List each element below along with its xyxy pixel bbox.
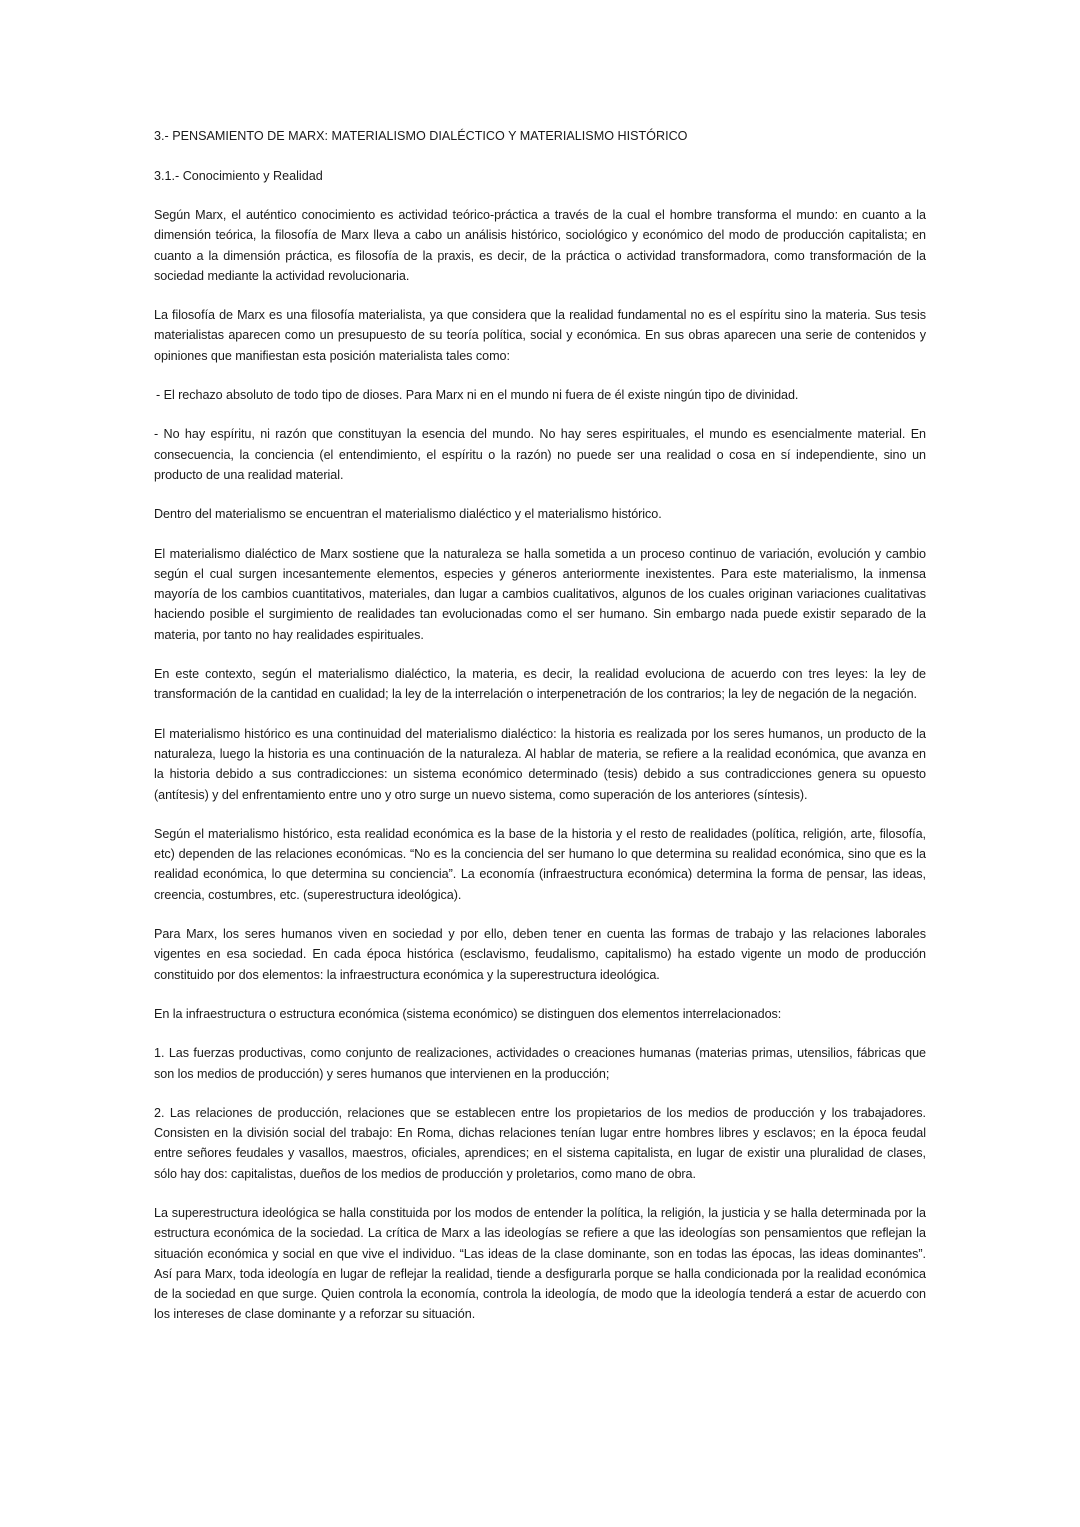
list-item-fuerzas-productivas: 1. Las fuerzas productivas, como conjunto de realizaciones, actividades o creaciones humanas (materias primas, utensilios, fábricas que son los medios de producción) y seres humanos que intervienen en la producción; [154, 1046, 926, 1081]
document-page [154, 126, 926, 1344]
document-title: 3.- PENSAMIENTO DE MARX: MATERIALISMO DIALÉCTICO Y MATERIALISMO HISTÓRICO [154, 129, 688, 143]
paragraph-materialismo-historico: El materialismo histórico es una continuidad del materialismo dialéctico: la historia es realizada por los seres humanos, un producto de la naturaleza, luego la historia es una continuación de la naturaleza. Al hablar de materia, se refiere a la realidad económica, que avanza en la historia debido a sus contradicciones: un sistema económico determinado (tesis) debido a sus contradicciones genera su opuesto (antítesis) y del enfrentamiento entre uno y otro surge un nuevo sistema, como superación de los anteriores (síntesis). [154, 726, 926, 802]
paragraph-realidad-economica: Según el materialismo histórico, esta realidad económica es la base de la historia y el resto de realidades (política, religión, arte, filosofía, etc) dependen de las relaciones económicas. “No es la conciencia del ser humano lo que determina su realidad económica, sino que es la realidad económica, lo que determina su conciencia”. La economía (infraestructura económica) determina la forma de pensar, las ideas, creencia, costumbres, etc. (superestructura ideológica). [154, 826, 926, 902]
list-item-rechazo-dioses: - El rechazo absoluto de todo tipo de dioses. Para Marx ni en el mundo ni fuera de él existe ningún tipo de divinidad. [156, 388, 799, 403]
list-item-relaciones-produccion: 2. Las relaciones de producción, relaciones que se establecen entre los propietarios de los medios de producción y los trabajadores. Consisten en la división social del trabajo: En Roma, dichas relaciones tenían lugar entre hombres libres y esclavos; en la época feudal entre señores feudales y vasallos, maestros, oficiales, aprendices; en el sistema capitalista, en lugar de existir una pluralidad de clases, sólo hay dos: capitalistas, dueños de los medios de producción y proletarios, como mano de obra. [154, 1105, 926, 1181]
paragraph-filosofia-materialista: La filosofía de Marx es una filosofía materialista, ya que considera que la realidad fundamental no es el espíritu sino la materia. Sus tesis materialistas aparecen como un presupuesto de su teoría política, social y económica. En sus obras aparecen una serie de contenidos y opiniones que manifiestan esta posición materialista tales como: [154, 308, 926, 363]
section-subtitle: 3.1.- Conocimiento y Realidad [154, 168, 323, 183]
paragraph-tres-leyes: En este contexto, según el materialismo dialéctico, la materia, es decir, la realidad evoluciona de acuerdo con tres leyes: la ley de transformación de la cantidad en cualidad; la ley de la interrelación o interpenetración de los contrarios; la ley de negación de la negación. [154, 667, 926, 702]
paragraph-conocimiento: Según Marx, el auténtico conocimiento es actividad teórico-práctica a través de la cual el hombre transforma el mundo: en cuanto a la dimensión teórica, la filosofía de Marx lleva a cabo un análisis histórico, sociológico y económico del modo de producción capitalista; en cuanto a la dimensión práctica, es filosofía de la praxis, es decir, de la práctica o actividad transformadora, como transformación de la sociedad mediante la actividad revolucionaria. [154, 208, 926, 283]
list-item-no-espiritu: - No hay espíritu, ni razón que constituyan la esencia del mundo. No hay seres espirituales, el mundo es esencialmente material. En consecuencia, la conciencia (el entendimiento, el espíritu o la razón) no puede ser una realidad o cosa en sí independiente, sino un producto de una realidad material. [154, 427, 926, 482]
paragraph-infraestructura: En la infraestructura o estructura económica (sistema económico) se distinguen dos elementos interrelacionados: [154, 1006, 782, 1021]
paragraph-superestructura: La superestructura ideológica se halla constituida por los modos de entender la política, la religión, la justicia y se halla determinada por la estructura económica de la sociedad. La crítica de Marx a las ideologías se refiere a que las ideologías son pensamientos que reflejan la situación económica y social en que vive el individuo. “Las ideas de la clase dominante, son en todas las épocas, las ideas dominantes”. Así para Marx, toda ideología en lugar de reflejar la realidad, tiende a desfigurarla porque se halla condicionada por la realidad económica de la sociedad en que surge. Quien controla la economía, controla la ideología, de modo que la ideología tenderá a estar de acuerdo con los intereses de clase dominante y a reforzar su situación. [154, 1205, 926, 1322]
paragraph-materialismo-dialectico: El materialismo dialéctico de Marx sostiene que la naturaleza se halla sometida a un proceso continuo de variación, evolución y cambio según el cual surgen incesantemente elementos, especies y géneros anteriormente inexistentes. Para este materialismo, la inmensa mayoría de los cambios cuantitativos, materiales, dan lugar a cambios cualitativos, algunos de los cuales originan variaciones cualitativas haciendo posible el surgimiento de realidades tan evolucionadas como el ser humano. Sin embargo nada puede existir separado de la materia, por tanto no hay realidades espirituales. [154, 546, 926, 642]
paragraph-modo-produccion: Para Marx, los seres humanos viven en sociedad y por ello, deben tener en cuenta las formas de trabajo y las relaciones laborales vigentes en esa sociedad. En cada época histórica (esclavismo, feudalismo, capitalismo) ha estado vigente un modo de producción constituido por dos elementos: la infraestructura económica y la superestructura ideológica. [154, 927, 926, 982]
paragraph-dentro-materialismo: Dentro del materialismo se encuentran el materialismo dialéctico y el materialismo histórico. [154, 507, 662, 522]
